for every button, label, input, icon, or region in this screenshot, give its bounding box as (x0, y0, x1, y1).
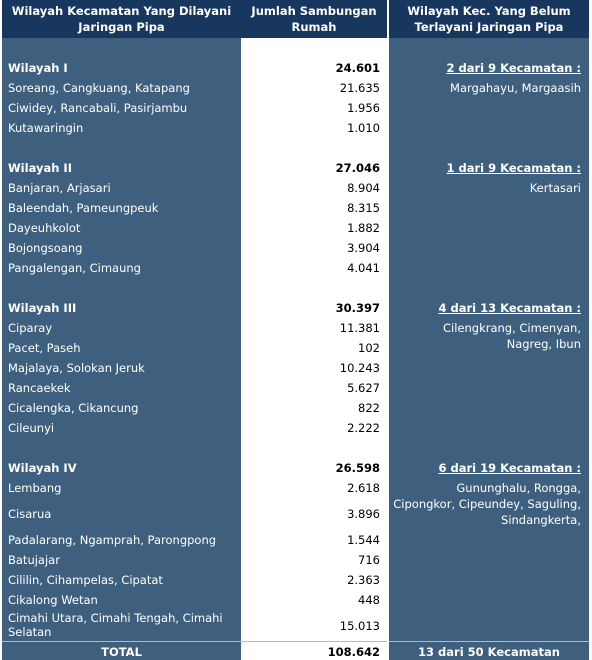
table-row-label: Soreang, Cangkuang, Katapang (8, 81, 190, 95)
table-row-value: 4.041 (347, 261, 380, 275)
header-jumlah-sambungan: Jumlah Sambungan Rumah (241, 0, 387, 38)
wilayah-3-unserved-count: 4 dari 13 Kecamatan : (438, 301, 581, 315)
table-row-value: 1.882 (347, 221, 380, 235)
table-row-value: 21.635 (339, 81, 380, 95)
wilayah-2-label: Wilayah II (8, 161, 72, 175)
table-row-value: 2.618 (347, 481, 380, 495)
wilayah-4-label: Wilayah IV (8, 461, 77, 475)
table-row-label: Cililin, Cihampelas, Cipatat (8, 573, 163, 587)
wilayah-4-unserved-count: 6 dari 19 Kecamatan : (438, 461, 581, 475)
wilayah-2-unserved-list: Kertasari (529, 181, 581, 195)
table-row-value: 3.904 (347, 241, 380, 255)
wilayah-4-total: 26.598 (335, 461, 380, 475)
table-row-value: 2.222 (347, 421, 380, 435)
wilayah-1-unserved-count: 2 dari 9 Kecamatan : (446, 61, 581, 75)
total-divider (389, 641, 589, 642)
wilayah-3-label: Wilayah III (8, 301, 77, 315)
wilayah-1-unserved-list: Margahayu, Margaasih (450, 81, 581, 95)
table-row-value: 11.381 (339, 321, 380, 335)
wilayah-2-total: 27.046 (335, 161, 380, 175)
column-kecamatan-belum-terlayani (389, 0, 589, 660)
table-row-label: Banjaran, Arjasari (8, 181, 111, 195)
header-kecamatan-dilayani: Wilayah Kecamatan Yang Dilayani Jaringan Pipa (2, 0, 241, 38)
table-row-value: 2.363 (347, 573, 380, 587)
table-row-label: Baleendah, Pameungpeuk (8, 201, 159, 215)
header-separator (389, 38, 589, 40)
table-row-label: Cimahi Utara, Cimahi Tengah, Cimahi Selatan (8, 611, 223, 639)
header-separator (2, 38, 241, 40)
table-row-label: Ciwidey, Rancabali, Pasirjambu (8, 101, 188, 115)
wilayah-4-unserved-list: Gununghalu, Rongga, Cipongkor, Cipeundey, Saguling, Sindangkerta, (393, 481, 581, 527)
table-row-value: 822 (358, 401, 380, 415)
table-row-label: Padalarang, Ngamprah, Parongpong (8, 533, 217, 547)
table-row-label: Kutawaringin (8, 121, 84, 135)
table-row-value: 15.013 (339, 619, 380, 633)
table-row-value: 1.010 (347, 121, 380, 135)
table-row-label: Batujajar (8, 553, 60, 567)
wilayah-3-total: 30.397 (335, 301, 380, 315)
table-row-label: Lembang (8, 481, 62, 495)
table-row-value: 716 (358, 553, 380, 567)
table-row-value: 1.544 (347, 533, 380, 547)
total-divider (2, 641, 241, 642)
table-row-label: Cikalong Wetan (8, 593, 98, 607)
total-label: TOTAL (101, 645, 142, 659)
wilayah-1-total: 24.601 (335, 61, 380, 75)
column-kecamatan-dilayani (2, 0, 241, 660)
column-jumlah-sambungan (241, 0, 387, 660)
table-row-value: 10.243 (339, 361, 380, 375)
table-row-label: Cicalengka, Cikancung (8, 401, 139, 415)
table-row-label: Majalaya, Solokan Jeruk (8, 361, 145, 375)
table-row-label: Cisarua (8, 507, 52, 521)
table-row-value: 1.956 (347, 101, 380, 115)
wilayah-2-unserved-count: 1 dari 9 Kecamatan : (446, 161, 581, 175)
table-row-value: 3.896 (347, 507, 380, 521)
table-row-value: 5.627 (347, 381, 380, 395)
table-row-value: 8.904 (347, 181, 380, 195)
grand-total-value: 108.642 (327, 645, 380, 659)
wilayah-1-label: Wilayah I (8, 61, 68, 75)
total-unserved: 13 dari 50 Kecamatan (418, 645, 560, 659)
table-row-label: Rancaekek (8, 381, 71, 395)
table-row-label: Dayeuhkolot (8, 221, 81, 235)
table-row-label: Bojongsoang (8, 241, 83, 255)
table-row-label: Pangalengan, Cimaung (8, 261, 141, 275)
table-row-value: 448 (358, 593, 380, 607)
table-row-label: Ciparay (8, 321, 53, 335)
table-row-label: Pacet, Paseh (8, 341, 81, 355)
table-row-value: 102 (358, 341, 380, 355)
table-row-label: Cileunyi (8, 421, 55, 435)
header-kecamatan-belum-terlayani: Wilayah Kec. Yang Belum Terlayani Jaringan Pipa (389, 0, 589, 38)
wilayah-3-unserved-list: Cilengkrang, Cimenyan, Nagreg, Ibun (442, 321, 581, 351)
total-divider (241, 641, 387, 642)
table-row-value: 8.315 (347, 201, 380, 215)
